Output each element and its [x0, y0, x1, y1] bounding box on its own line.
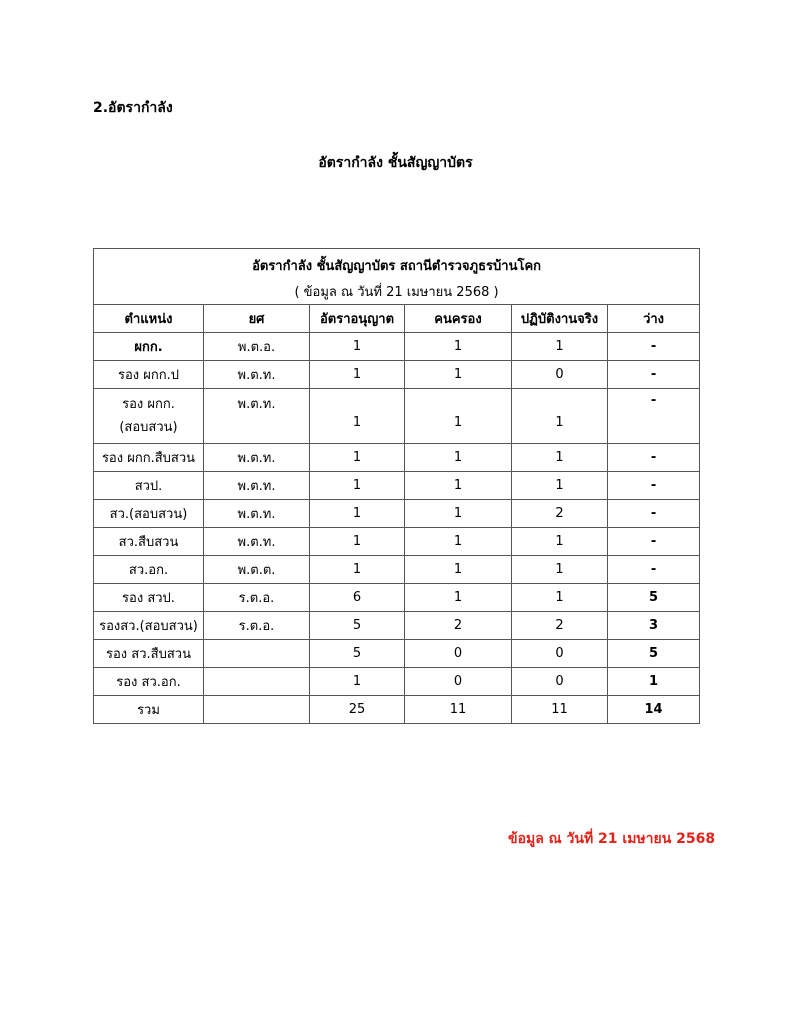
cell-authorized: 1 — [310, 556, 405, 584]
cell-authorized: 1 — [310, 500, 405, 528]
cell-position-line1: รอง ผกก. — [122, 397, 175, 412]
table-row — [94, 668, 700, 696]
cell-position: สว.(สอบสวน) — [94, 500, 204, 528]
column-header-vacant: ว่าง — [608, 305, 700, 333]
table-row — [94, 472, 700, 500]
cell-actual: 2 — [512, 500, 608, 528]
cell-vacant: - — [608, 333, 700, 361]
cell-rank: พ.ต.ท. — [204, 500, 310, 528]
cell-position: รอง สว.สืบสวน — [94, 640, 204, 668]
cell-rank — [204, 640, 310, 668]
cell-actual-value: 1 — [555, 415, 564, 430]
column-header-rank: ยศ — [204, 305, 310, 333]
cell-actual: 1 — [512, 584, 608, 612]
cell-position: ผกก. — [94, 333, 204, 361]
cell-vacant: 5 — [608, 584, 700, 612]
cell-vacant: 5 — [608, 640, 700, 668]
table-total-row — [94, 696, 700, 724]
cell-occupied — [405, 389, 512, 444]
table-row — [94, 612, 700, 640]
cell-vacant: - — [608, 556, 700, 584]
cell-position: รอง ผกก.สืบสวน — [94, 444, 204, 472]
table-row — [94, 389, 700, 444]
cell-rank: ร.ต.อ. — [204, 584, 310, 612]
cell-occupied: 0 — [405, 640, 512, 668]
cell-position: รอง สว.อก. — [94, 668, 204, 696]
cell-actual: 11 — [512, 696, 608, 724]
cell-occupied: 2 — [405, 612, 512, 640]
cell-occupied: 1 — [405, 528, 512, 556]
cell-vacant: - — [608, 472, 700, 500]
cell-position: รองสว.(สอบสวน) — [94, 612, 204, 640]
table-row — [94, 556, 700, 584]
cell-rank: พ.ต.ท. — [204, 444, 310, 472]
cell-vacant: 1 — [608, 668, 700, 696]
cell-vacant — [608, 389, 700, 444]
cell-authorized: 5 — [310, 612, 405, 640]
cell-occupied: 1 — [405, 500, 512, 528]
cell-occupied: 0 — [405, 668, 512, 696]
cell-rank: ร.ต.อ. — [204, 612, 310, 640]
cell-vacant: - — [608, 500, 700, 528]
table-caption-date: ( ข้อมูล ณ วันที่ 21 เมษายน 2568 ) — [94, 279, 700, 305]
table-row — [94, 640, 700, 668]
cell-actual: 0 — [512, 361, 608, 389]
cell-authorized: 1 — [310, 361, 405, 389]
cell-rank: พ.ต.ต. — [204, 556, 310, 584]
cell-authorized: 1 — [310, 472, 405, 500]
cell-authorized — [310, 389, 405, 444]
cell-actual: 0 — [512, 640, 608, 668]
column-header-actual: ปฏิบัติงานจริง — [512, 305, 608, 333]
cell-occupied-value: 1 — [453, 415, 463, 430]
cell-rank: พ.ต.ท. — [204, 528, 310, 556]
cell-occupied: 1 — [405, 584, 512, 612]
cell-rank — [204, 389, 310, 444]
cell-vacant: - — [608, 444, 700, 472]
cell-rank: พ.ต.ท. — [204, 361, 310, 389]
cell-rank — [204, 696, 310, 724]
cell-position: รอง สวป. — [94, 584, 204, 612]
cell-position: รอง ผกก.ป — [94, 361, 204, 389]
document-title: อัตรากำลัง ชั้นสัญญาบัตร — [318, 155, 473, 171]
cell-authorized: 1 — [310, 333, 405, 361]
section-heading: 2.อัตรากำลัง — [93, 100, 173, 116]
cell-occupied: 1 — [405, 556, 512, 584]
cell-position: สว.อก. — [94, 556, 204, 584]
cell-authorized-value: 1 — [352, 415, 362, 430]
table-row — [94, 500, 700, 528]
cell-vacant: 14 — [608, 696, 700, 724]
cell-actual: 1 — [512, 528, 608, 556]
cell-rank: พ.ต.ท. — [204, 472, 310, 500]
cell-actual: 1 — [512, 444, 608, 472]
cell-actual: 1 — [512, 333, 608, 361]
table-caption-title: อัตรากำลัง ชั้นสัญญาบัตร สถานีตำรวจภูธรบ้านโคก — [94, 249, 700, 280]
cell-authorized: 25 — [310, 696, 405, 724]
cell-occupied: 11 — [405, 696, 512, 724]
column-header-occupied: คนครอง — [405, 305, 512, 333]
cell-authorized: 1 — [310, 528, 405, 556]
column-header-authorized: อัตราอนุญาต — [310, 305, 405, 333]
cell-authorized: 5 — [310, 640, 405, 668]
cell-occupied: 1 — [405, 361, 512, 389]
table-row — [94, 333, 700, 361]
cell-position: สว.สืบสวน — [94, 528, 204, 556]
cell-position — [94, 389, 204, 444]
cell-vacant-value: - — [650, 393, 657, 408]
cell-vacant: - — [608, 528, 700, 556]
cell-occupied: 1 — [405, 472, 512, 500]
cell-actual: 1 — [512, 472, 608, 500]
table-row — [94, 528, 700, 556]
table-row — [94, 584, 700, 612]
column-header-position: ตำแหน่ง — [94, 305, 204, 333]
cell-occupied: 1 — [405, 333, 512, 361]
cell-position-line2: (สอบสวน) — [119, 420, 178, 435]
cell-actual: 2 — [512, 612, 608, 640]
cell-position: สวป. — [94, 472, 204, 500]
cell-vacant: 3 — [608, 612, 700, 640]
cell-actual — [512, 389, 608, 444]
cell-authorized: 1 — [310, 668, 405, 696]
cell-rank-value: พ.ต.ท. — [237, 397, 276, 412]
data-date-note: ข้อมูล ณ วันที่ 21 เมษายน 2568 — [508, 831, 716, 847]
cell-rank: พ.ต.อ. — [204, 333, 310, 361]
staff-table — [93, 248, 700, 724]
cell-vacant: - — [608, 361, 700, 389]
cell-authorized: 6 — [310, 584, 405, 612]
table-row — [94, 361, 700, 389]
cell-authorized: 1 — [310, 444, 405, 472]
cell-rank — [204, 668, 310, 696]
cell-actual: 0 — [512, 668, 608, 696]
table-row — [94, 444, 700, 472]
cell-actual: 1 — [512, 556, 608, 584]
cell-position: รวม — [94, 696, 204, 724]
cell-occupied: 1 — [405, 444, 512, 472]
